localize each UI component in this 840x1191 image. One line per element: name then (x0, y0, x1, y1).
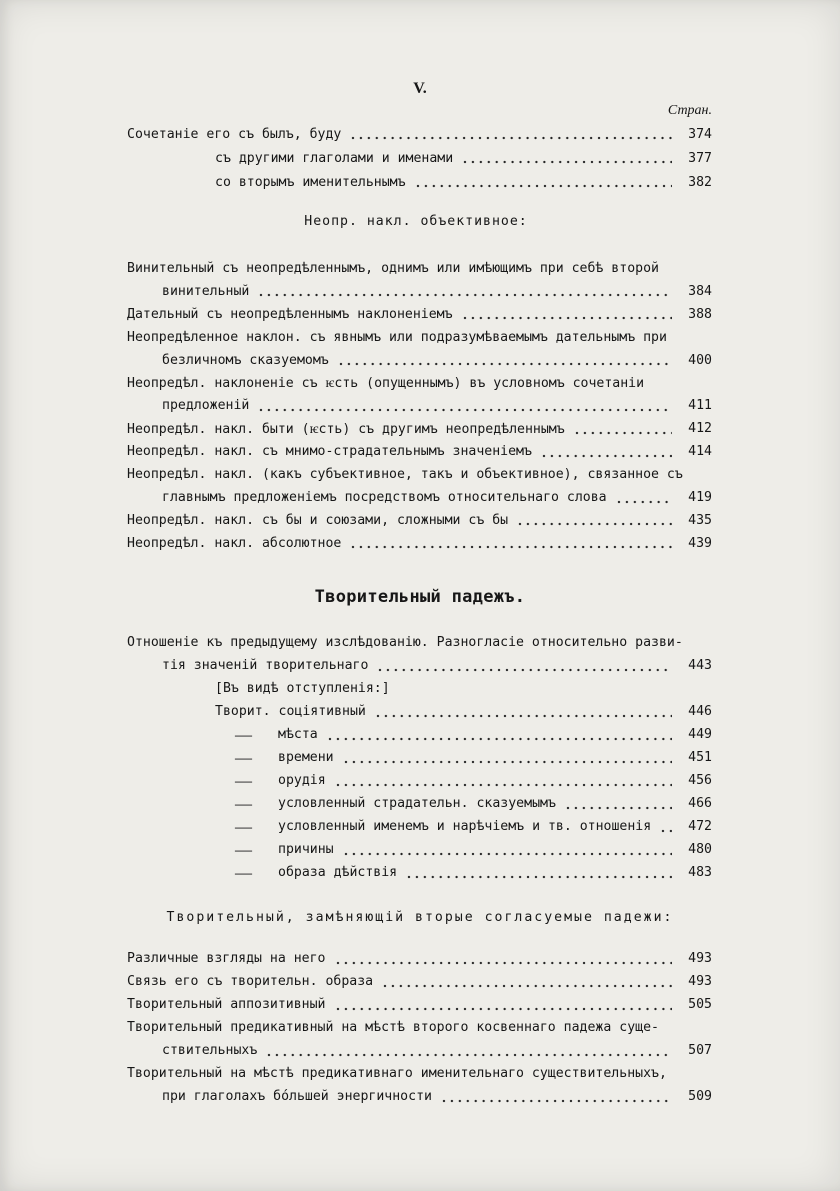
leader-dots (334, 947, 673, 970)
leader-dots (334, 769, 672, 792)
toc-entry-page-number: 466 (688, 796, 712, 811)
toc-entry-title: съ другими глаголами и именами (215, 150, 454, 166)
leader-dots (405, 861, 672, 884)
toc-entries (127, 122, 712, 194)
toc-entry-title: Творительный на мѣстѣ предикативнаго именительнаго существительныхъ, (127, 1066, 667, 1081)
toc-entry (127, 122, 712, 146)
toc-section-instrumental (127, 631, 712, 884)
toc-entry (127, 326, 712, 349)
toc-entry-page-number: 435 (688, 512, 712, 528)
toc-entry-page-number: 400 (688, 352, 712, 368)
section-heading: Творительный, замѣняющій вторые согласуемые падежи: (166, 910, 674, 925)
toc-entries (127, 257, 712, 555)
leader-dots (326, 723, 672, 746)
toc-entry (127, 371, 712, 394)
toc-entry (127, 792, 712, 815)
toc-section-continued (127, 122, 712, 194)
toc-entry (127, 1016, 712, 1039)
toc-entry-title: Сочетаніе его съ былъ, буду (127, 126, 342, 142)
toc-entry-title: мѣста (278, 727, 318, 742)
toc-entry-title: со вторымъ именительнымъ (215, 174, 406, 190)
toc-entry-dash: — (235, 793, 252, 813)
toc-entry (127, 280, 712, 303)
toc-entry (127, 815, 712, 838)
toc-entry-page-number: 451 (688, 750, 712, 765)
toc-entry-title: Отношеніе къ предыдущему изслѣдованію. Разногласіе относительно разви- (127, 635, 683, 650)
toc-entry (127, 170, 712, 194)
toc-entry-page-number: 374 (688, 126, 712, 142)
toc-entry-page-number: 483 (688, 865, 712, 880)
toc-entry-title: Неопредѣленное наклон. съ явнымъ или подразумѣваемымъ дательнымъ при (127, 329, 667, 345)
toc-entry (127, 947, 712, 970)
toc-entry-title: Неопредѣл. накл. съ бы и союзами, сложными съ бы (127, 512, 509, 528)
toc-entry-dash: — (235, 747, 252, 767)
toc-entry-title: главнымъ предложеніемъ посредствомъ относительнаго слова (162, 489, 607, 505)
toc-entry-page-number: 412 (688, 421, 712, 437)
toc-entry (127, 700, 712, 723)
leader-dots (659, 815, 672, 838)
toc-entry-title: времени (278, 750, 334, 765)
toc-entry-page-number: 443 (688, 658, 712, 673)
toc-entry (127, 838, 712, 861)
toc-entry-title: предложеній (162, 398, 250, 414)
leader-dots (414, 170, 672, 194)
toc-entry-title: Творит. соціятивный (215, 704, 366, 719)
toc-entry (127, 1085, 712, 1108)
toc-entry-title: условленный именемъ и нарѣчіемъ и тв. отношенія (278, 819, 652, 834)
leader-dots (461, 146, 672, 170)
section-heading: Неопр. накл. объективное: (304, 214, 528, 229)
leader-dots (376, 654, 672, 677)
toc-entry (127, 463, 712, 486)
toc-entry-page-number: 439 (688, 535, 712, 551)
toc-entry-page-number: 446 (688, 704, 712, 719)
toc-entry (127, 440, 712, 463)
leader-dots (461, 303, 672, 326)
toc-entry (127, 532, 712, 555)
toc-entry-title: Неопредѣл. накл. съ мнимо-страдательнымъ значеніемъ (127, 444, 532, 460)
toc-entry (127, 417, 712, 440)
toc-entry-page-number: 377 (688, 150, 712, 166)
toc-entry (127, 861, 712, 884)
toc-section-infinitive-objective (127, 257, 712, 555)
leader-dots (540, 440, 672, 463)
toc-entry-title: Неопредѣл. накл. (какъ субъективное, такъ и объективное), связанное съ (127, 466, 683, 482)
leader-dots (615, 486, 672, 509)
toc-entry-title: причины (278, 842, 334, 857)
toc-entry-page-number: 456 (688, 773, 712, 788)
toc-entry-dash: — (235, 839, 252, 859)
chapter-heading: Творительный падежъ. (314, 587, 526, 607)
toc-entry (127, 257, 712, 280)
toc-entry (127, 746, 712, 769)
toc-entry (127, 769, 712, 792)
toc-entry-page-number: 505 (688, 997, 712, 1012)
toc-entry-title: образа дѣйствія (278, 865, 398, 880)
leader-dots (349, 532, 672, 555)
toc-entry (127, 970, 712, 993)
toc-entry (127, 993, 712, 1016)
toc-entry-title: условленный страдательн. сказуемымъ (278, 796, 556, 811)
toc-entry-title: тія значеній творительнаго (162, 658, 369, 673)
leader-dots (349, 122, 672, 146)
toc-entry-title: безличномъ сказуемомъ (162, 352, 329, 368)
toc-entry-page-number: 419 (688, 489, 712, 505)
toc-entry-title: ствительныхъ (162, 1043, 258, 1058)
leader-dots (342, 838, 672, 861)
toc-entry-page-number: 509 (688, 1089, 712, 1104)
leader-dots (440, 1085, 672, 1108)
toc-entry (127, 1062, 712, 1085)
toc-entry-title: Связь его съ творительн. образа (127, 974, 374, 989)
leader-dots (257, 394, 672, 417)
leader-dots (381, 970, 672, 993)
toc-entry-dash: — (235, 862, 252, 882)
leader-dots (334, 993, 673, 1016)
toc-entry (127, 486, 712, 509)
toc-entries (127, 631, 712, 884)
page-column-header: Стран. (667, 103, 712, 118)
toc-entry-title: винительный (162, 283, 250, 299)
toc-entry-page-number: 493 (688, 974, 712, 989)
toc-entry-title: [Въ видѣ отступленія:] (215, 681, 390, 696)
leader-dots (516, 509, 672, 532)
toc-entry-title: Дательный съ неопредѣленнымъ наклоненіемъ (127, 306, 453, 322)
toc-entry (127, 303, 712, 326)
toc-entry-title: Винительный съ неопредѣленнымъ, однимъ или имѣющимъ при себѣ второй (127, 260, 659, 276)
leader-dots (342, 746, 672, 769)
toc-entry-title: Неопредѣл. накл. абсолютное (127, 535, 342, 551)
toc-entry-title: орудія (278, 773, 326, 788)
toc-entry-page-number: 382 (688, 174, 712, 190)
toc-entry-page-number: 507 (688, 1043, 712, 1058)
toc-entry (127, 349, 712, 372)
toc-entry (127, 723, 712, 746)
leader-dots (257, 280, 672, 303)
toc-entry (127, 146, 712, 170)
leader-dots (337, 349, 672, 372)
toc-entry (127, 509, 712, 532)
toc-entry-page-number: 493 (688, 951, 712, 966)
leader-dots (573, 417, 672, 440)
toc-entry-page-number: 414 (688, 444, 712, 460)
toc-entry (127, 677, 712, 700)
toc-entry (127, 1039, 712, 1062)
leader-dots (374, 700, 672, 723)
page-number: V. (413, 80, 427, 97)
toc-entry-dash: — (235, 724, 252, 744)
toc-entry-title: Неопредѣл. наклоненіе съ ѥсть (опущеннымъ) въ условномъ сочетаніи (127, 375, 645, 391)
toc-entry-page-number: 480 (688, 842, 712, 857)
toc-entry-title: Творительный аппозитивный (127, 997, 326, 1012)
toc-entry-page-number: 472 (688, 819, 712, 834)
leader-dots (564, 792, 672, 815)
toc-entry-title: Различные взгляды на него (127, 951, 326, 966)
toc-entry-page-number: 388 (688, 306, 712, 322)
toc-entries (127, 947, 712, 1108)
toc-entry-dash: — (235, 770, 252, 790)
toc-entry-dash: — (235, 816, 252, 836)
toc-section-instrumental-substitute (127, 947, 712, 1108)
toc-entry-title: Творительный предикативный на мѣстѣ второго косвеннаго падежа суще- (127, 1020, 659, 1035)
toc-entry-title: при глаголахъ бо́льшей энергичности (162, 1089, 432, 1104)
leader-dots (265, 1039, 672, 1062)
toc-entry (127, 631, 712, 654)
toc-entry (127, 394, 712, 417)
toc-entry-title: Неопредѣл. накл. быти (ѥсть) съ другимъ неопредѣленнымъ (127, 421, 565, 437)
toc-entry (127, 654, 712, 677)
toc-entry-page-number: 384 (688, 283, 712, 299)
toc-entry-page-number: 411 (688, 398, 712, 414)
toc-entry-page-number: 449 (688, 727, 712, 742)
